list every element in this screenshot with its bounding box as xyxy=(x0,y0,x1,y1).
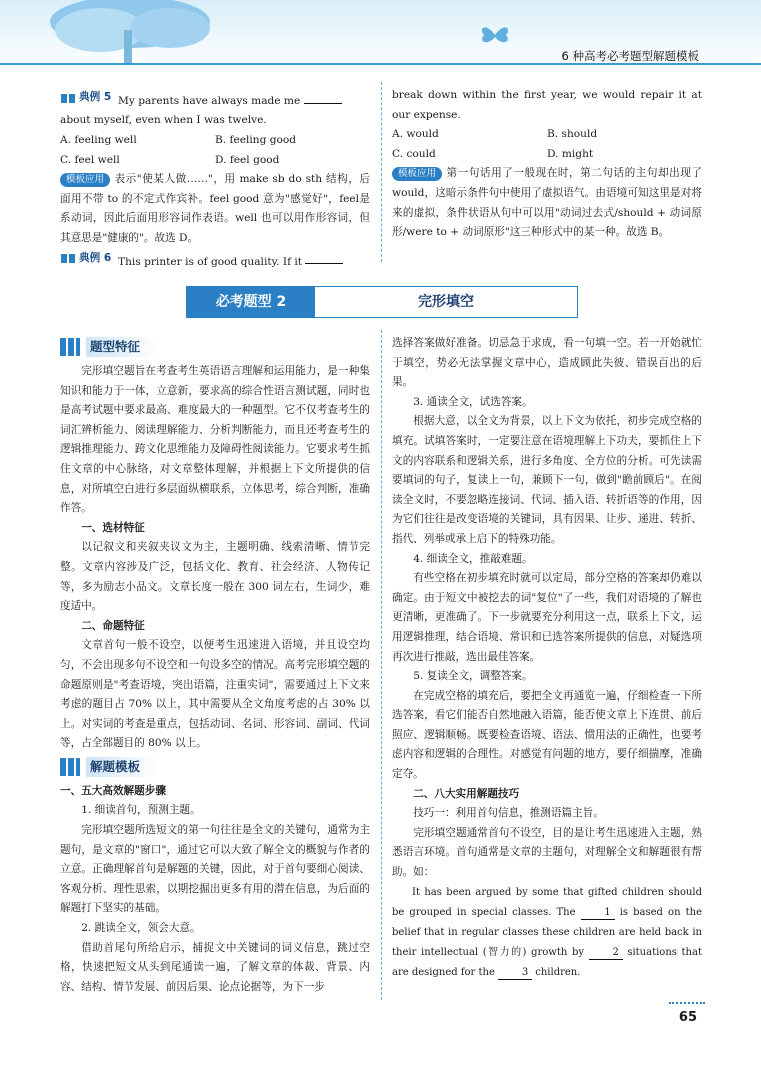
paragraph: 以记叙文和夹叙夹议文为主，主题明确、线索清晰、情节完整。文章内容涉及广泛，包括文化、教育、社会经济、人物传记等，多为励志小品文。文章长度一般在 300 词左右，生词少，难度适中。 xyxy=(60,541,370,613)
cloze-blank-2: 2 xyxy=(589,947,623,960)
step-title: 2. 跳读全文，领会大意。 xyxy=(81,922,201,935)
section-heading-features: 题型特征 xyxy=(60,336,370,358)
column-divider-main xyxy=(381,330,382,1000)
cloze-blank-1: 1 xyxy=(581,907,615,920)
english-passage: It has been argued by some that gifted children should be grouped in special classes. The 1 is based on the belief that in regular classes these children are held back in their intellectual (智力的) growth by 2 situations that are designed for the 3 children. xyxy=(392,886,702,978)
left-column xyxy=(60,334,370,997)
step-title: 4. 细读全文，推敲难题。 xyxy=(413,552,533,565)
option-b: B. feeling good xyxy=(215,133,297,146)
answer-blank xyxy=(304,93,342,104)
example-5-question-2: about myself, even when I was twelve. xyxy=(60,114,267,127)
example-5-label: 典例 5 xyxy=(60,88,111,108)
book-icon xyxy=(60,252,76,264)
paragraph: 文章首句一般不设空，以便考生迅速进入语境，并且设空均匀，不会出现多句不设空和一句设多空的情况。高考完形填空题的命题原则是"考查语境，突出语篇，注重实词"，需要通过上下文来考虑的题目占 70% 以上，其中需要从全文角度考虑的占 30% 以上。对实词的考查是重点，包括动词、名词、形容词、副词、代词等，占全部题目的 80% 以上。 xyxy=(60,639,370,750)
paragraph: 根据大意，以全文为背景，以上下文为依托，初步完成空格的填充。试填答案时，一定要注意在语境理解上下功夫，要抓住上下文的内容联系和逻辑关系，进行多角度、全方位的分析。可先读需要填词的句子，复读上一句，兼顾下一句，做到"瞻前顾后"。在阅读全文时，不要忽略连接词、代词、插入语、转折语等的作用，因为它们往往是改变语境的关键词，具有因果、让步、递进、转折、指代、列举或承上启下的特殊功能。 xyxy=(392,415,702,545)
page-number: 65 xyxy=(678,1010,697,1025)
header-title: 6 种高考必考题型解题模板 xyxy=(561,49,699,63)
subheading: 二、命题特征 xyxy=(81,619,145,632)
option-a: A. would xyxy=(392,128,439,141)
subheading: 二、八大实用解题技巧 xyxy=(413,787,520,800)
butterfly-icon xyxy=(478,22,512,48)
step-title: 5. 复读全文，调整答案。 xyxy=(413,670,533,683)
subheading: 一、选材特征 xyxy=(81,521,145,534)
example-6 xyxy=(392,86,702,243)
page-header xyxy=(0,0,761,70)
example-6-explanation: 第一句话用了一般现在时，第二句话的主句却出现了 would，这暗示条件句中使用了虚拟语气。由语境可知这里是对将来的虚拟，条件状语从句中可以用"动词过去式/should + 动词原形/were to + 动词原形"这三种形式中的某一种。故选 B。 xyxy=(392,167,702,239)
paragraph: 借助首尾句所给启示，捕捉文中关键词的词义信息，跳过空格，快速把短文从头到尾通读一遍，了解文章的体裁、背景、内容、结构、情节发展、前因后果、论点论据等，为下一步 xyxy=(60,941,370,993)
page-number-dots xyxy=(669,1002,705,1006)
subheading: 一、五大高效解题步骤 xyxy=(60,784,166,797)
step-title: 1. 细读首句，预测主题。 xyxy=(81,804,201,817)
template-badge: 模板应用 xyxy=(60,173,110,187)
books-icon xyxy=(60,338,80,356)
example-5 xyxy=(60,88,370,272)
answer-blank xyxy=(305,253,343,264)
cloze-blank-3: 3 xyxy=(498,967,532,980)
paragraph: 完形填空题旨在考查考生英语语言理解和运用能力，是一种集知识和能力于一体，立意新，要求高的综合性语言测试题，同时也是高考试题中要求最高、难度最大的一种题型。它不仅考查考生的词汇辨析能力、阅读理解能力、分析判断能力，而且还考查考生的逻辑推理能力、跨文化思维能力及障碍性阅读能力。它要求考生抓住文章的中心脉络，对文章整体理解，并根据上下文所提供的信息，对所填空白进行多层面纵横联系，立体思考，综合判断，准确作答。 xyxy=(60,365,370,515)
template-badge: 模板应用 xyxy=(392,167,442,181)
example-6-label: 典例 6 xyxy=(60,249,111,269)
book-icon xyxy=(60,92,76,104)
paragraph: 有些空格在初步填充时就可以定局，部分空格的答案却仍难以确定。由于短文中被挖去的词"复位"了一些，我们对语境的了解也更清晰，更准确了。下一步就要充分利用这一点，联系上下文，运用逻辑推理，结合语境、常识和已选答案所提供的信息，对疑选项再次进行推敲，选出最佳答案。 xyxy=(392,572,702,663)
option-a: A. feeling well xyxy=(60,133,137,146)
books-icon xyxy=(60,758,80,776)
paragraph: 在完成空格的填充后，要把全文再通览一遍，仔细检查一下所选答案，看它们能否自然地融入语篇，能否使文章上下连贯、前后照应、逻辑顺畅。既要检查语境、语法、惯用法的正确性，也要考虑内容和逻辑的合理性。对感觉有问题的地方，要仔细揣摩，准确定夺。 xyxy=(392,689,702,781)
option-d: D. feel good xyxy=(215,153,280,166)
section-banner xyxy=(186,286,578,318)
option-b: B. should xyxy=(547,128,598,141)
example-6-question-1: This printer is of good quality. If it xyxy=(118,255,303,268)
option-d: D. might xyxy=(547,147,594,160)
example-5-question-1: My parents have always made me xyxy=(118,94,301,107)
banner-label: 必考题型 2 xyxy=(187,287,315,317)
option-c: C. could xyxy=(392,147,436,160)
right-column xyxy=(392,334,702,983)
paragraph: 完形填空题通常首句不设空，目的是让考生迅速进入主题，熟悉语言环境。首句通常是文章的主题句，对理解全文和解题很有帮助。如： xyxy=(392,826,702,879)
column-divider-top xyxy=(381,82,382,262)
option-c: C. feel well xyxy=(60,153,120,166)
step-title: 3. 通读全文，试选答案。 xyxy=(413,395,533,408)
tip-title: 技巧一：利用首句信息，推测语篇主旨。 xyxy=(413,807,604,820)
example-5-explanation: 表示"使某人做……"，用 make sb do sth 结构，后面用不带 to 的不定式作宾补。feel good 意为"感觉好"，feel是系动词，因此后面用形容词作表语。well 也可以用作形容词，但其意思是"健康的"。故选 D。 xyxy=(60,173,370,244)
paragraph: 选择答案做好准备。切忌急于求成，看一句填一空。若一开始就忙于填空，势必无法掌握文章中心，造成顾此失彼、错误百出的后果。 xyxy=(392,337,702,389)
section-heading-template: 解题模板 xyxy=(60,756,370,778)
paragraph: 完形填空题所选短文的第一句往往是全文的关键句，通常为主题句，是文章的"窗口"，通过它可以大致了解全文的概貌与作者的立意。正确理解首句是解题的关键，因此，对于首句要细心阅读、客观分析、理性思索，以期挖掘出更多有用的潜在信息，为后面的解题打下坚实的基础。 xyxy=(60,824,370,915)
example-6-question-2: break down within the first year, we would repair it at our expense. xyxy=(392,89,702,121)
tree-illustration xyxy=(40,0,240,66)
banner-title: 完形填空 xyxy=(315,287,577,317)
